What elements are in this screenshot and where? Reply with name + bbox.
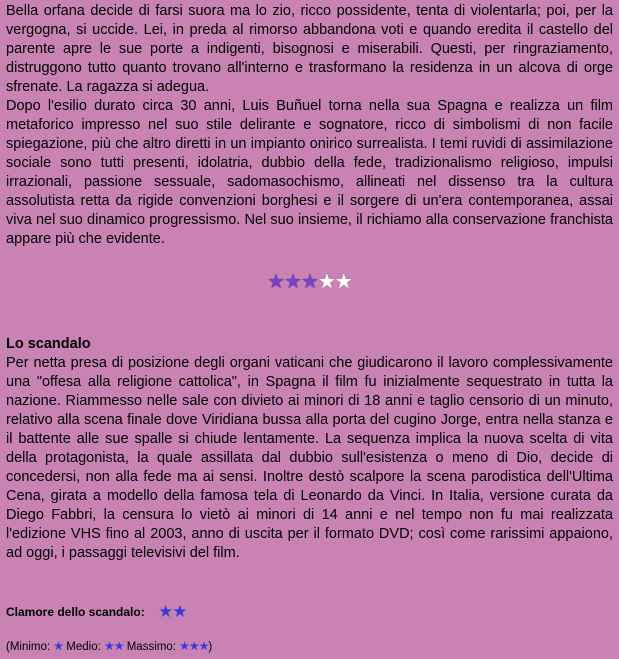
scandal-rating [6,603,187,621]
scandal-rating-label: Clamore dello scandalo: [6,605,145,619]
plot-paragraph: Bella orfana decide di farsi suora ma lo zio, ricco possidente, tenta di violentarla; poi, per la vergogna, si uccide. Lei, in preda al rimorso abbandona voti e quando eredita il castello del parente apre le sue porte a indigenti, bisognosi e miserabili. Questi, per ringraziamento, distruggono tutto quanto trovano all'interno e trasformano la residenza in un alcova di orge sfrenate. La ragazza si adegua. [6,3,613,95]
star-filled-icon: ★ [267,271,285,293]
scandal-heading: Lo scandalo [6,336,91,352]
legend-medio-stars-icon: ★★ [104,639,124,653]
scandal-rating-stars-icon: ★★ [158,602,187,621]
star-empty-icon: ★ [334,271,352,293]
scandal-paragraph: Per netta presa di posizione degli organi vaticani che giudicarono il lavoro complessivamente una "offesa alla religione cattolica", in Spagna il film fu inizialmente sequestrato in tutta la nazione. Riammesso nelle sale con divieto ai minori di 18 anni e taglio censorio di un minuto, relativo alla scena finale dove Viridiana bussa alla porta del cugino Jorge, entra nella stanza e il battente alle sue spalle si chiude lentamente. La sequenza implica la nuova scelta di vita della protagonista, la quale assillata dal dubbio sull'esistenza o meno di Dio, decide di concedersi, non alla fede ma ai sensi. Inoltre destò scalpore la scena parodistica dell'Ultima Cena, girata a modello della famosa tela di Leonardo da Vinci. In Italia, versione curata da Diego Fabbri, la censura lo vietò ai minori di 14 anni e nel tempo non fu mai realizzata l'edizione VHS fino al 2003, anno di uscita per il formato DVD; così come rarissimi appaiono, ad oggi, i passaggi televisivi del film. [6,355,613,561]
star-filled-icon: ★ [284,271,302,293]
star-filled-icon: ★ [301,271,318,293]
star-empty-icon: ★ [317,271,335,293]
legend-massimo-label: Massimo: [126,641,176,653]
plot-section [6,2,613,249]
analysis-paragraph: Dopo l'esilio durato circa 30 anni, Luis Buñuel torna nella sua Spagna e realizza un film metaforico impresso nel suo stile delirante e sognatore, ricco di simbolismi di non facile spiegazione, più che altro diretti in un impianto onirico surrealista. I temi ruvidi di assimilazione sociale sono tutti presenti, idolatria, dubbio della fede, tradizionalismo religioso, impulsi irrazionali, passione sessuale, sadomasochismo, allineati nel dissenso tra la cultura assolutista retta da rigide convenzioni borghesi e il sorgere di un'era contemporanea, assai viva nel suo dinamico progressismo. Nel suo insieme, il richiamo alla conservazione franchista appare più che evidente. [6,98,613,247]
legend-close: ) [208,641,213,653]
legend-medio-label: Medio: [66,641,101,653]
legend-massimo-stars-icon: ★★★ [179,639,209,653]
scandal-legend [6,637,212,656]
legend-min-stars-icon: ★ [53,639,64,653]
rating-stars [0,270,619,294]
legend-open: (Minimo: [6,641,51,653]
